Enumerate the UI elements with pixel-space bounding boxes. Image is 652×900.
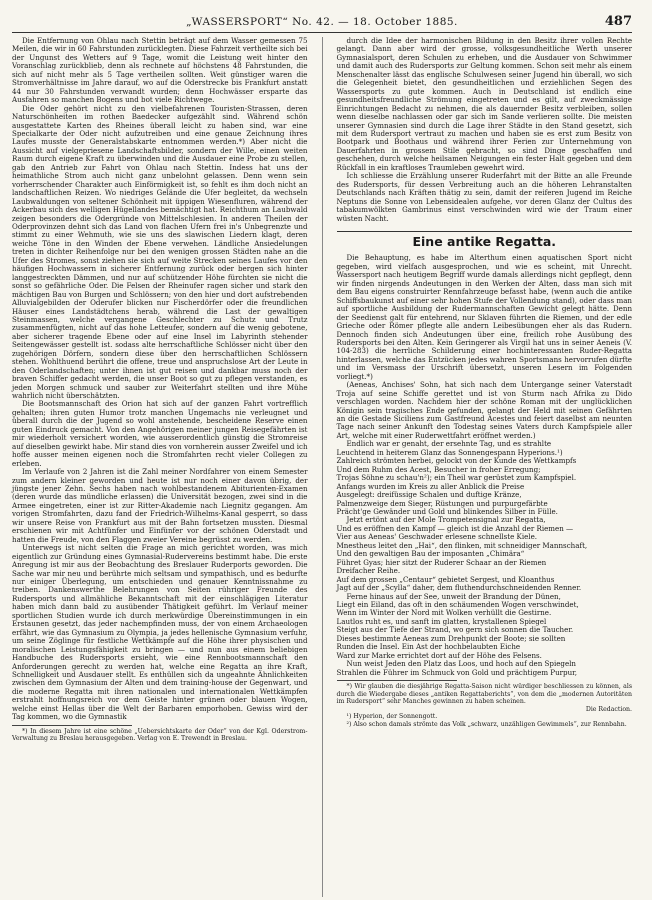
column-divider	[322, 37, 323, 897]
article-heading: Eine antike Regatta.	[337, 231, 633, 246]
verse-line: Jetzt ertönt auf der Mole Trompetensignal zur Regatta,	[346, 515, 546, 525]
verse-line: Palmenzweige dem Sieger, Rüstungen und purpurgefärbte	[336, 498, 548, 508]
paragraph: Die Entfernung von Ohlau nach Stettin beträgt auf dem Wasser gemessen 75 Meilen, die wir in 60 Fahrstunden zurücklegten. Diese Fahrzeit vertheilte sich bei der Ungunst des Wetters auf 9 Tage, womit die Leistung weit hinter den Voranschlag zurückblieb, denn als rechnete auf höchstens 48 Fahrstunden, die sich auf nicht mehr als 5 Tage vertheilen sollten. Weit günstiger waren die Stromverhältnisse im Jahre darauf, wo auf die Oderstrecke bis Frankfurt anstatt 44 nur 30 Fahrstunden verwandt wurden; denn Hochwässer ersparte das Ausfahren so manchen Bogens und bot viele Richtwege.	[12, 36, 308, 105]
verse-line: Jagt auf der „Scylla“ daher, dem fluthendurchschneidenden Renner.	[336, 583, 582, 593]
verse-line: Wenn im Winter der Nord mit Wolken verhüllt die Gestirne.	[336, 608, 552, 618]
footnote: *) Wir glauben die diesjährige Regatta-Saison nicht würdiger beschliessen zu können, als durch die Wiedergabe dieses „antiken Regattaberichts“, von dem die „modernen Autoritäten im Rudersport“ sehr Manches gewinnen zu haben scheinen.	[336, 683, 633, 706]
verse-line: Runden die Insel. Ein Ast der hochbelaubten Eiche	[336, 642, 521, 652]
verse-line: Endlich war er genaht, der ersehnte Tag, und es strahlte	[346, 439, 552, 449]
verse-line: Steigt aus der Tiefe der Strand, wo gern sich sonnen die Taucher.	[336, 625, 574, 635]
verse-line: Mnestheus leitet den „Hai“, den flinken, mit schneidiger Mannschaft,	[336, 540, 588, 550]
paragraph: Die Behauptung, es habe im Alterthum einen aquatischen Sport nicht gegeben, wird vielfach ausgesprochen, und wie es scheint, mit Unrecht. Wassersport nach heutigem Begriff wurde damals allerdings nicht gepflegt, denn wir finden nirgends Andeutungen in den Werken der Alten, dass man sich mit dem Bau eigens construirter Rennfahrzeuge befasst habe, (wenn auch die antike Schiffsbaukunst auf einer sehr hohen Stufe der Vollendung stand), oder dass man auf sportliche Ausbildung der Rudermannschaften Gewicht gelegt hätte. Denn der Seedienst galt für entehrend, nur Sklaven führten die Riemen, und der edle Grieche oder Römer pflegte alle andern Leibesübungen eher als das Rudern. Dennoch finden sich Andeutungen über eine, freilich rohe Ausübung des Rudersports bei den Alten. Kein Geringerer als Virgil hat uns in seiner Aeneis (V. 104-283) die herrliche Schilderung einer hochinteressanten Ruder-Regatta hinterlassen, welche das Entzücken jedes wahren Sportsmans hervorrufen dürfte und im Versmass der Urschrift übersetzt, unseren Lesern im Folgenden vorliegt.*)	[336, 253, 633, 381]
left-column	[12, 37, 308, 897]
verse-line: Nun weist Jeden den Platz das Loos, und hoch auf den Spiegeln	[346, 659, 576, 669]
verse-line: Führet Gyas; hier sitzt der Ruderer Schaar an der Riemen	[336, 557, 547, 567]
paragraph: Die Bootsmannschaft des Orion hat sich auf der ganzen Fahrt vortrefflich gehalten; ihren guten Humor trotz manchen Ungemachs nie verleugnet und überall durch die der Jugend so wohl anstehende, bescheidene Reserve einen guten Eindruck gemacht. Von den Angehörigen meiner jungen Reisegefährten ist mir wiederholt versichert worden, wie ausserordentlich günstig die Stromreise auf dieselben gewirkt habe. Mir stand dies von vornherein ausser Zweifel und ich hoffe ausser meinen eigenen noch die Stromfahrten recht vieler Collegen zu erleben.	[12, 399, 308, 468]
verse-line: Leuchtend in heiterem Glanz das Sonnengespann Hyperions.¹)	[336, 447, 563, 457]
paragraph: Im Verlaufe von 2 Jahren ist die Zahl meiner Nordfahrer von einem Semester zum andern kleiner geworden und heute ist nur noch einer davon übrig, der jüngste jener Zehn. Sechs haben nach wohlbestandenem Abiturienten-Examen (deren wurde das mündliche erlassen) die Universität bezogen, zwei sind in die Armee eingetreten, einer ist zur Ritter-Akademie nach Liegnitz gegangen. Am vorigen Stromfahrten, dazu fand der Friedrich-Wilhelms-Kanal gesperrt, so dass wir unsere Reise von Frankfurt aus mit der Bahn fortsetzen mussten. Diesmal erschienen wir mit Achtfünfer und Einfünfer vor der schönen Oderstadt und hatten die Freude, von den Flaggen zweier Vereine begrüsst zu werden.	[12, 467, 308, 544]
verse-line: Ward zur Marke errichtet dort auf der Höhe des Felsens.	[336, 650, 542, 660]
verse-line: Dreifacher Reihe.	[336, 566, 401, 576]
page-number: 487	[604, 14, 632, 29]
running-title: „WASSERSPORT“ No. 42. — 18. October 1885.	[186, 16, 458, 28]
page-header	[12, 14, 632, 33]
verse-line: Ausgelegt: dreifüssige Schalen und duftige Kränze,	[336, 490, 522, 500]
verse-line: Prächt'ge Gewänder und Gold und blinkendes Silber in Fülle.	[336, 507, 558, 517]
paragraph: Die Oder gehört nicht zu den vielbefahrenen Touristen-Strassen, deren Naturschönheiten im rothen Baedecker aufgezählt sind. Während schön ausgestattete Karten des Rheines überall leicht zu haben sind, war eine Specialkarte der Oder nicht aufzutreiben und eine genaue Zeichnung ihres Laufes musste der Generalstabskarte entnommen werden.*) Aber nicht die Aussicht auf vielgepriesene Landschaftsbilder, sondern der Wille, einen weiten Raum durch eigene Kraft zu überwinden und die Ausdauer eine Probe zu stellen, gab den Antrieb zur Fahrt von Ohlau nach Stettin. Indess hat uns der heimathliche Strom auch nicht ganz unbelohnt gelassen. Denn wenn sein vorherrschender Charakter auch Einförmigkeit ist, so fehlt es ihm doch nicht an landschaftlichen Reizen. Wo niedriges Gelände die Ufer begleitet, da wechseln Laubwaldungen von seltener Schönheit mit üppigen Wiesenfluren, während der Ackerbau sich des welligen Hügellandes bemächtigt hat. Reichthum an Laubwald zeigen besonders die Odergründe von Mittelschlesien. In anderen Theilen der Oderprovinzen dehnt sich das Land von flachen Ufern frei in's Unbegrenzte und stimmt zu einer Wehmuth, wie sie uns des slawischen Liedern klagt, deren weiche Töne in den Winden der Ebene verwehen. Ländliche Ansiedelungen treten in dichter Reihenfolge nur bei den wenigen grossen Städten nahe an die Ufer des Stromes, sonst ziehen sie sich auf weite Strecken seines Laufes vor den häufigen Hochwassern in sicherer Entfernung zurück oder bergen sich hinter langgestreckten Dämmen, und nur auf schützender Höhe fürchten sie nicht die sonst so gefährliche Oder. Die Felsen der Rheinufer ragen sicher und stark den mächtigen Bau von Burgen und Schlössern; von den hier und dort aufstrebenden Alluvialgebilden der Oderufer blicken nur Fischerdörfer oder die freundlichen Häuser eines Landstädtchens herab, während die Last der gewaltigen Steinmassen, welche vergangene Geschlechter zu Schutz und Trutz zusammenfügten, nicht auf das hohe Letteufer, sondern auf die wenig gebotene, aber sicherer tragende Ebene oder auf eine Insel im Labyrinth stehender Seitengewässer gestellt ist. sodass alte herrschaftliche Schlösser nicht über den zugehörigen Dörfern, sondern diese über den herrschaftlichen Schlössern stehen. Wohlthuend berührt die offene, treue und anspruchslose Art der Leute in den Oderlandschaften; unter ihnen ist gut reisen und dankbar muss noch der braven Schiffer gedacht werden, die unser Boot so gut zu pflegen verstanden, es jeden Morgen schmuck und sauber zur Weiterfahrt stellten und ihre Mühe wahrlich nicht überschätzten.	[12, 103, 308, 401]
verse-line: Auf dem grossen „Centaur“ gebietet Sergest, und Kloanthus	[336, 574, 555, 584]
footnote: ²) Also schon damals strömte das Volk „schwarz, unzähligen Gewimmels“, zur Rennbahn.	[346, 721, 627, 729]
verse-line: Strahlen die Führer im Schmuck von Gold und prächtigem Purpur,	[336, 667, 578, 677]
footnote: ¹) Hyperion, der Sonnengott.	[346, 713, 438, 721]
footnote-signature: Die Redaction.	[585, 705, 633, 713]
verse-block	[337, 440, 633, 677]
footnote-rule	[337, 680, 457, 681]
verse-line: Dieses bestimmte Aeneas zum Drehpunkt der Boote; sie sollten	[336, 633, 566, 643]
verse-line: Liegt ein Eiland, das oft in den schäumenden Wogen verschwindet,	[336, 600, 579, 609]
footnote-rule	[12, 725, 132, 726]
verse-line: Und es eröffnen den Kampf — gleich ist die Anzahl der Riemen —	[336, 523, 574, 533]
verse-line: Lautlos ruht es, und sanft im glatten, krystallenen Spiegel	[336, 616, 547, 626]
paragraph: Unterwegs ist nicht selten die Frage an mich gerichtet worden, was mich eigentlich zur Gründung eines Gymnasial-Rudervereins bestimmt habe. Die erste Anregung ist mir aus der Beobachtung des Breslauer Ruderports geworden. Die Sache war mir neu und berührte mich seltsam und sympathisch, und es bedurfte nur einiger Überlegung, um entschieden und genauer Kenntnissnahme zu treiben. Dankenswerthe Belehrungen von Seiten rühriger Freunde des Rudersports und allmähliche Bekanntschaft mit der einschlägigen Literatur haben mich dann bald zu ausübender Thätigkeit geführt. Im Verlauf meiner sportlichen Studien wurde ich durch merkwürdige Übereinstimmungen in ein Erstaunen gesetzt, das jeder nachempfinden muss, der von einem Archaeologen erfährt, wie das Gymnasium zu Olympia, ja jedes hellenische Gymnasium verfuhr, um seine Zöglinge für festliche Wettkämpfe auf die Höhe ihrer physischen und moralischen Leistungsfähigkeit zu bringen — und nun aus einem beliebigen Handbuche des Rudersports ersieht, wie eine Rennbootsmannschaft den Anforderungen gerecht zu werden hat, welche eine Regatta an ihre Kraft, Schnelligkeit und Ausdauer stellt. Es enthüllen sich da ungeahnte Ähnlichkeiten zwischen dem Gymnasium der Alten und dem training-house der Gegenwart, und die moderne Regatta mit ihren nationalen und internationalen Wettkämpfen erstrahlt hoffnungsreich vor dem Geiste hinter grünen oder blauen Wogen, welche einst Hellas über die Welt der Barbaren emporhoben. Gewiss wird der Tag kommen, wo die Gymnastik	[12, 543, 308, 722]
verse-line: Und den gewaltigen Bau der imposanten „Chimära“	[336, 549, 525, 559]
verse-line: Und dem Ruhm des Acest, Besucher in froher Erregung;	[336, 464, 541, 474]
right-column	[337, 37, 633, 897]
verse-line: Trojas Söhne zu schau'n²); ein Theil war gerüstet zum Kampfspiel.	[336, 473, 577, 483]
verse-line: Anfangs wurden im Kreis zu aller Anblick die Preise	[336, 481, 525, 491]
verse-line: Zahlreich strömten herbei, gelockt von der Kunde des Wettkampfs	[336, 456, 577, 466]
verse-line: Vier aus Aeneas' Geschwader erlesene schnellste Kiele.	[336, 532, 538, 542]
paragraph: Ich schliesse die Erzählung unserer Ruderfahrt mit der Bitte an alle Freunde des Rudersports, für dessen Verbreitung auch an die höheren Lehranstalten Deutschlands nach Kräften thätig zu sein, damit der reiferen Jugend im Reiche Neptuns die Sonne von Lebensidealen aufgehe, vor deren Glanz der Cultus des tabakumwölkten Gambrinus einst verschwinden wird wie der Traum einer wüsten Nacht.	[336, 171, 633, 223]
paragraph: (Aeneas, Anchises' Sohn, hat sich nach dem Untergange seiner Vaterstadt Troja auf seine Schiffe gerettet und ist von Sturm nach Afrika zu Dido verschlagen worden. Nachdem hier der schöne Roman mit der unglücklichen Königin sein tragisches Ende gefunden, gelangt der Held mit seinen Gefährten an die Gestade Siciliens zum Gastfreund Acestes und feiert daselbst am neunten Tage nach seiner Ankunft den Todestag seines Vaters durch Kampfspiele aller Art, welche mit einer Ruderwettfahrt eröffnet werden.)	[336, 380, 633, 440]
paragraph: durch die Idee der harmonischen Bildung in den Besitz ihrer vollen Rechte gelangt. Dann aber wird der grosse, volksgesundheitliche Werth unserer Gymnasialsport, deren Schulen zu erheben, und die Ausdauer von Schwimmer und damit auch des Rudersports zur Geltung kommen. Schon seit mehr als einem Menschenalter lässt das englische Schulwesen seiner Jugend hin überall, wo sich die Gelegenheit bietet, den gesundheitlichen und erziehlichen Segen des Wassersports zu gute kommen. Auch in Deutschland ist endlich eine gesundheitsfreundliche Strömung eingetreten und es gilt, auf zweckmässige Einrichtungen Bedacht zu nehmen, die als dauernder Besitz verbleiben, sollen wenn dieselbe nachlassen oder gar sich im Sande verlieren sollte. Die meisten unserer Gymnasien sind durch die Lage ihrer Städte in den Stand gesetzt, sich mit dem Rudersport vertraut zu machen und haben sie es erst zum Besitz von Bootpark und Boothaus und während ihrer Ferien zur Unternehmung von Dauerfahrten in grossem Stile gebracht, so sind Dinge geschaffen und geschehen, durch welche heilsamen Neigungen ein fester Halt gegeben und dem Rückfall in ein kraftloses Traumleben gewehrt wird.	[336, 36, 633, 172]
text-columns	[12, 37, 632, 897]
verse-line: Ferne hinaus auf der See, unweit der Brandung der Dünen,	[346, 591, 561, 601]
footnote: *) In diesem Jahre ist eine schöne „Uebersichtskarte der Oder“ von der Kgl. Oderstrom-Verwaltung zu Breslau herausgegeben. Verlag von E. Trewendt in Breslau.	[12, 727, 308, 743]
